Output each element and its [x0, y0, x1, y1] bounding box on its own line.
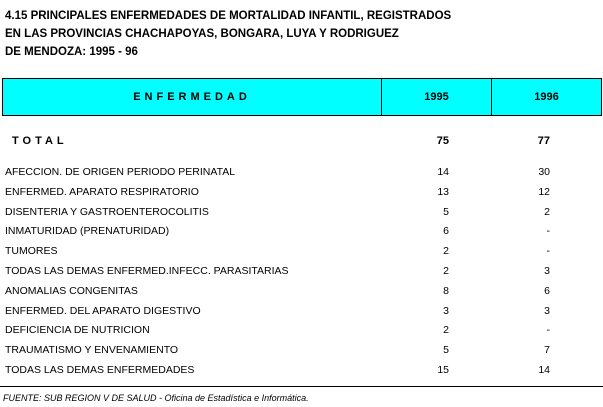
row-1996: 12: [538, 185, 550, 198]
table-row: [0, 262, 603, 282]
total-1995: 75: [436, 135, 449, 147]
title-line-3: DE MENDOZA: 1995 - 96: [5, 46, 138, 58]
row-1995: 2: [443, 264, 449, 277]
row-1995: 2: [443, 324, 449, 337]
row-1996: -: [546, 324, 550, 337]
table-row: [0, 242, 603, 262]
title-line-1: 4.15 PRINCIPALES ENFERMEDADES DE MORTALIDAD INFANTIL, REGISTRADOS: [5, 10, 452, 22]
disease-rows: [0, 163, 603, 381]
total-label: TOTAL: [12, 135, 68, 147]
row-1995: 5: [443, 205, 449, 218]
table-row: [0, 361, 603, 381]
footer-divider: [0, 386, 603, 387]
row-1996: -: [546, 225, 550, 238]
table-title: [5, 7, 595, 61]
row-disease: ENFERMED. APARATO RESPIRATORIO: [5, 185, 199, 198]
table-row: [0, 163, 603, 183]
row-1996: 7: [544, 344, 550, 357]
table-row: [0, 282, 603, 302]
row-disease: DISENTERIA Y GASTROENTEROCOLITIS: [5, 205, 209, 218]
row-1996: 14: [538, 363, 550, 376]
row-1996: 3: [544, 264, 550, 277]
row-1995: 2: [443, 245, 449, 258]
table-row: [0, 341, 603, 361]
source-note: FUENTE: SUB REGION V DE SALUD - Oficina de Estadística e Informática.: [3, 393, 309, 403]
row-disease: TODAS LAS DEMAS ENFERMED.INFECC. PARASITARIAS: [5, 264, 289, 277]
row-disease: ANOMALIAS CONGENITAS: [5, 284, 138, 297]
row-disease: ENFERMED. DEL APARATO DIGESTIVO: [5, 304, 201, 317]
row-1996: 30: [538, 166, 550, 178]
row-1995: 13: [437, 185, 449, 198]
table-row: [0, 302, 603, 322]
table-row: [0, 222, 603, 242]
table-row: [0, 183, 603, 203]
header-disease: ENFERMEDAD: [3, 79, 382, 116]
table-row: [0, 203, 603, 223]
row-disease: INMATURIDAD (PRENATURIDAD): [5, 225, 170, 238]
row-disease: TODAS LAS DEMAS ENFERMEDADES: [5, 363, 195, 376]
title-line-2: EN LAS PROVINCIAS CHACHAPOYAS, BONGARA, LUYA Y RODRIGUEZ: [5, 28, 399, 40]
row-1995: 8: [443, 284, 449, 297]
row-1996: 3: [544, 304, 550, 317]
header-1996: 1996: [492, 79, 602, 116]
total-row: [0, 133, 603, 151]
row-1995: 5: [443, 344, 449, 357]
row-1996: -: [546, 245, 550, 258]
row-disease: TRAUMATISMO Y ENVENAMIENTO: [5, 344, 179, 357]
row-disease: AFECCION. DE ORIGEN PERIODO PERINATAL: [5, 166, 236, 178]
row-1996: 6: [544, 284, 550, 297]
table-row: [0, 321, 603, 341]
row-1995: 6: [443, 225, 449, 238]
row-disease: DEFICIENCIA DE NUTRICION: [5, 324, 150, 337]
table-header: [2, 78, 602, 116]
row-disease: TUMORES: [5, 245, 58, 258]
total-1996: 77: [537, 135, 550, 147]
row-1995: 3: [443, 304, 449, 317]
row-1996: 2: [544, 205, 550, 218]
row-1995: 14: [437, 166, 449, 178]
row-1995: 15: [437, 363, 449, 376]
header-1995: 1995: [382, 79, 492, 116]
